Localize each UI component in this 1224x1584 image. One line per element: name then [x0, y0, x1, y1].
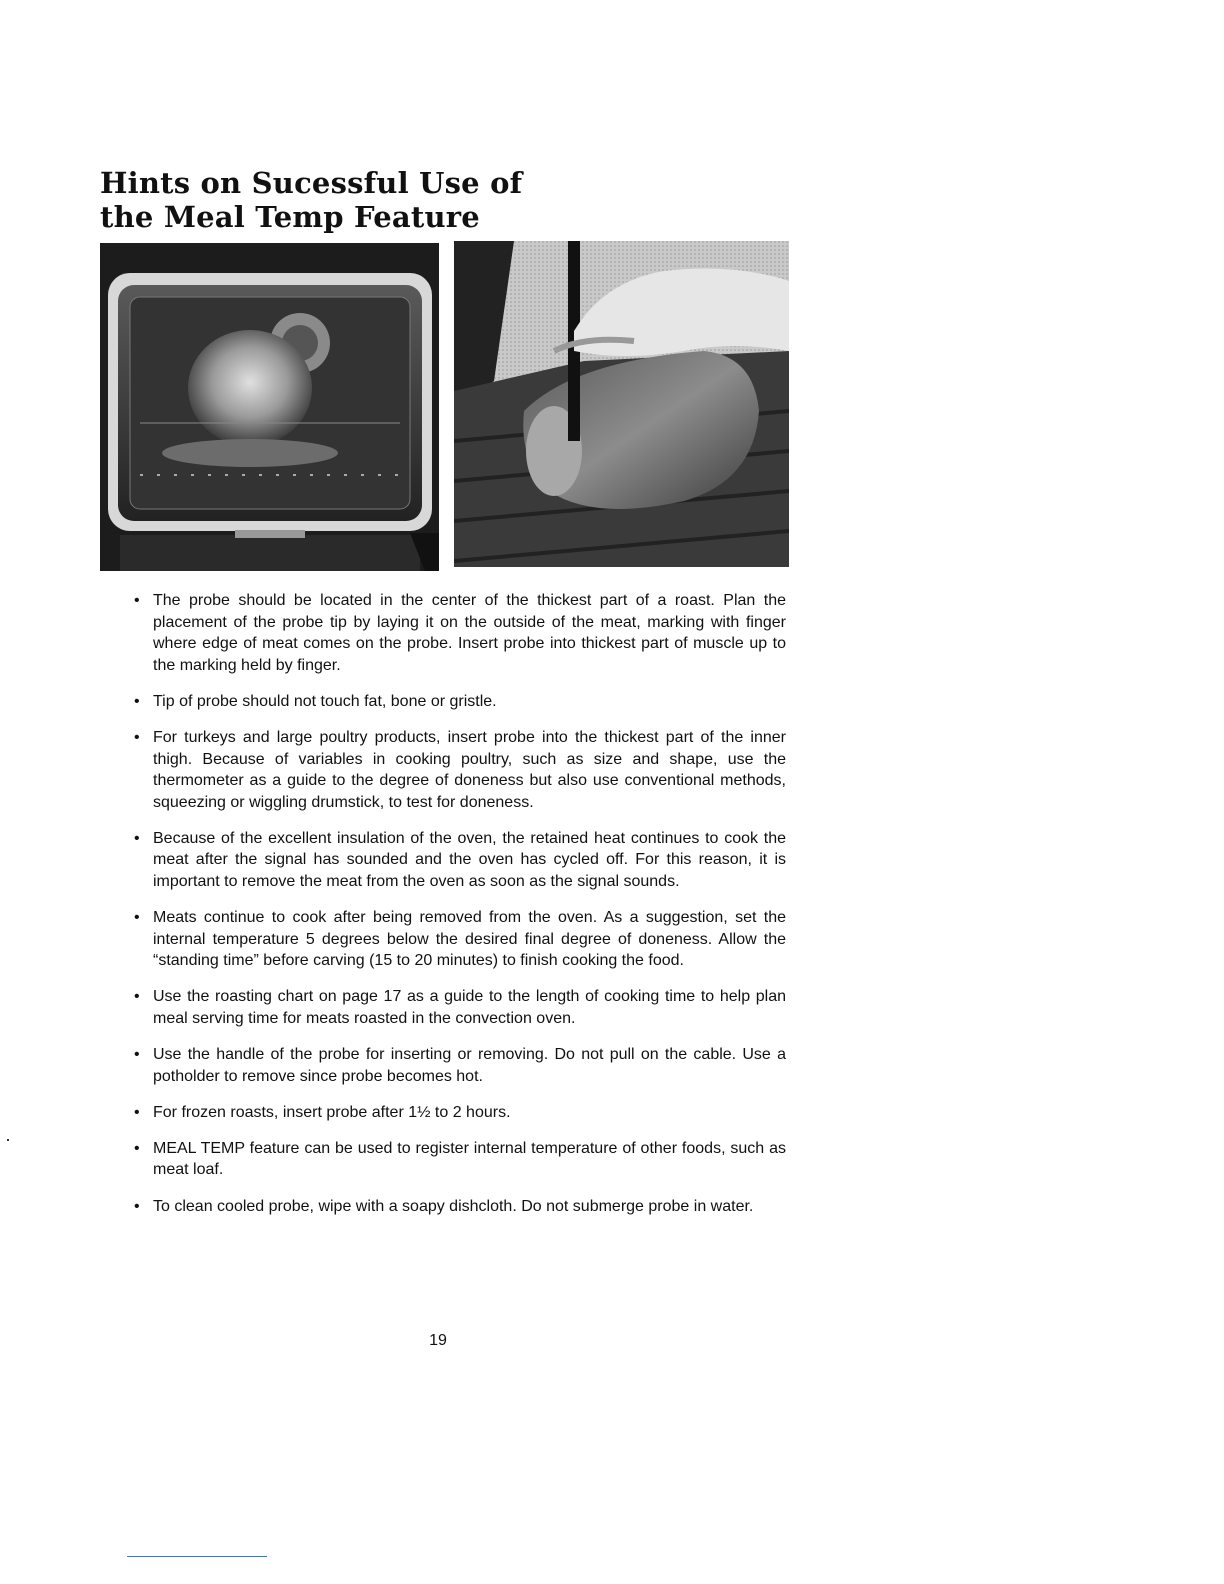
- bullet-icon: •: [134, 728, 140, 746]
- oven-photo: [100, 243, 439, 571]
- scan-speck: [7, 1139, 9, 1141]
- list-item: [134, 1102, 786, 1124]
- list-item: [134, 1138, 786, 1181]
- hint-text: MEAL TEMP feature can be used to register internal temperature of other foods, such as meat loaf.: [153, 1139, 786, 1179]
- hint-text: Tip of probe should not touch fat, bone or gristle.: [153, 692, 497, 710]
- bullet-icon: •: [134, 1197, 140, 1215]
- bullet-icon: •: [134, 592, 140, 609]
- hint-text: For frozen roasts, insert probe after 1½ to 2 hours.: [153, 1103, 511, 1121]
- hints-list: [134, 590, 786, 1232]
- bullet-icon: •: [134, 829, 140, 847]
- list-item: [134, 590, 786, 676]
- bullet-icon: •: [134, 1046, 140, 1064]
- list-item: [134, 1196, 786, 1218]
- list-item: [134, 727, 786, 813]
- hint-text: Use the roasting chart on page 17 as a guide to the length of cooking time to help plan meal serving time for meats roasted in the convection oven.: [153, 988, 786, 1027]
- bullet-icon: •: [134, 1139, 140, 1157]
- page-title: [100, 166, 522, 234]
- list-item: [134, 1044, 786, 1087]
- hint-text: To clean cooled probe, wipe with a soapy dishcloth. Do not submerge probe in water.: [153, 1197, 754, 1215]
- list-item: [134, 828, 786, 893]
- page-number: 19: [429, 1332, 447, 1349]
- hint-text: The probe should be located in the center of the thickest part of a roast. Plan the placement of the probe tip by laying it on the outside of the meat, marking with finger where edge of meat comes on the probe. Insert probe into thickest part of muscle up to the marking held by finger.: [153, 592, 786, 674]
- title-line-1: Hints on Sucessful Use of: [100, 166, 523, 200]
- hint-text: Meats continue to cook after being removed from the oven. As a suggestion, set the internal temperature 5 degrees below the desired final degree of doneness. Allow the “standing time” before carving (15 to 20 minutes) to finish cooking the food.: [153, 909, 786, 970]
- probe-photo: [454, 241, 789, 567]
- hint-text: For turkeys and large poultry products, insert probe into the thickest part of the inner thigh. Because of variables in cooking poultry, such as size and shape, use the thermometer as a guide to the degree of doneness but also use conventional methods, squeezing or wiggling drumstick, to test for doneness.: [153, 728, 786, 811]
- list-item: [134, 691, 786, 713]
- list-item: [134, 907, 786, 972]
- hint-text: Use the handle of the probe for inserting or removing. Do not pull on the cable. Use a potholder to remove since probe becomes hot.: [153, 1046, 786, 1085]
- bullet-icon: •: [134, 692, 140, 710]
- hint-text: Because of the excellent insulation of the oven, the retained heat continues to cook the meat after the signal has sounded and the oven has cycled off. For this reason, it is important to remove the meat from the oven as soon as the signal sounds.: [153, 829, 786, 891]
- bullet-icon: •: [134, 909, 140, 927]
- footer-rule: [127, 1556, 267, 1557]
- bullet-icon: •: [134, 988, 140, 1006]
- title-line-2: the Meal Temp Feature: [100, 200, 480, 234]
- list-item: [134, 986, 786, 1029]
- bullet-icon: •: [134, 1103, 140, 1121]
